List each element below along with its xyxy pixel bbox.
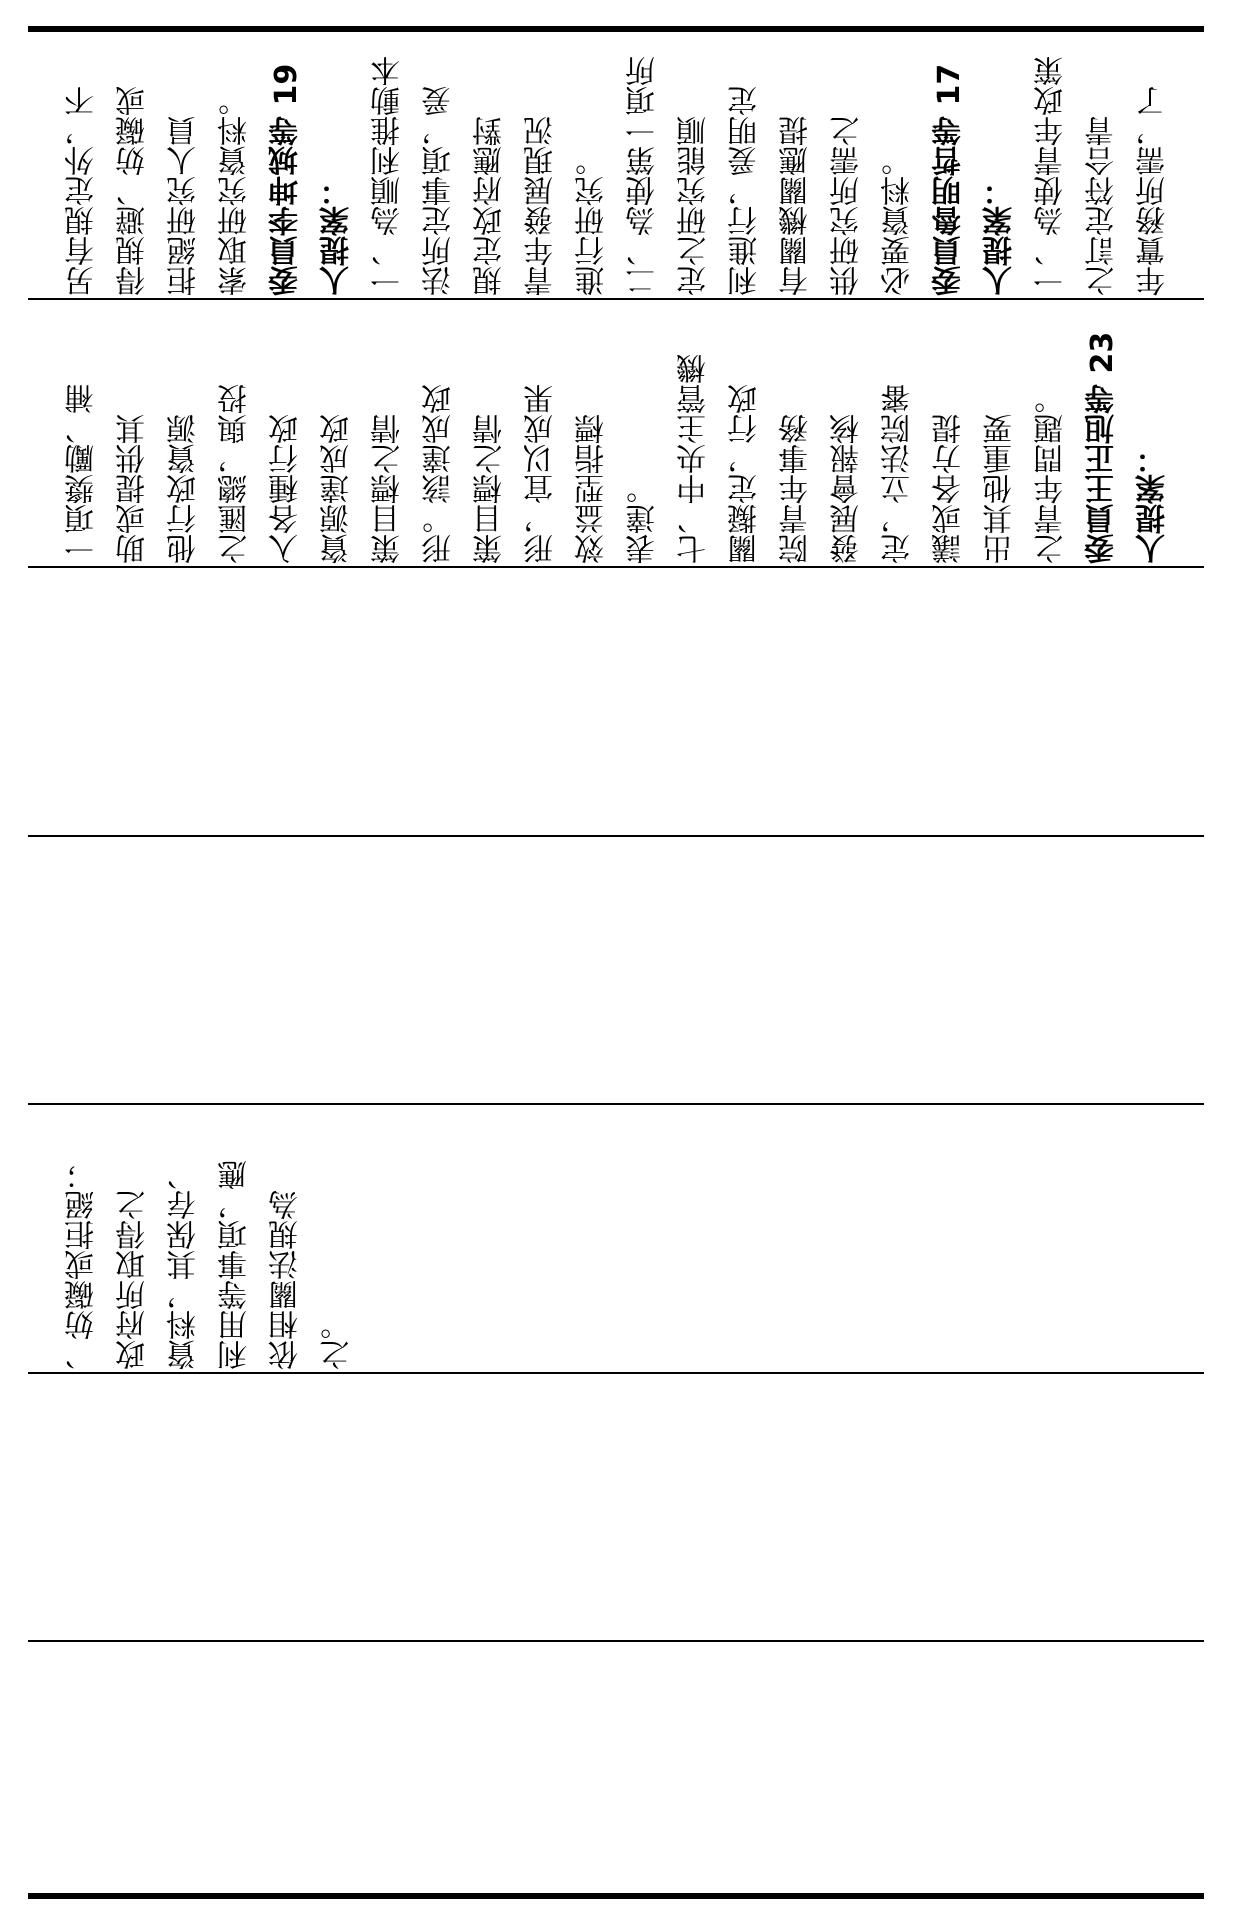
text-column: 七、中央主管機	[677, 354, 712, 564]
table-row	[28, 843, 1204, 1101]
text-column: 之訂定符合青	[1085, 116, 1120, 296]
text-column: 法所定事項，爰	[422, 86, 457, 296]
text-column: 之青年問題。	[1034, 384, 1069, 564]
text-column: 議或各方提	[932, 414, 967, 564]
text-column: 一、為順利推動本	[371, 56, 406, 296]
row-separator	[28, 835, 1204, 837]
text-column: 院青年事務	[779, 414, 814, 564]
text-column: 入各種行政	[269, 414, 304, 564]
text-column: 策目標之情	[371, 414, 406, 564]
text-column: 策目標之情	[473, 414, 508, 564]
text-column: 拒絕研究人員	[167, 116, 202, 296]
text-column: 必要資料。	[881, 146, 916, 296]
text-column: 二、為使第一項所	[626, 56, 661, 296]
proposer-heading: 人提案：	[320, 176, 355, 296]
table-row	[28, 306, 1204, 564]
text-column: 、妨礙或拒絕；	[65, 1160, 100, 1370]
text-column: 供研究所需之	[830, 116, 865, 296]
text-column: 效益型指標	[575, 414, 610, 564]
text-column: 進行研究。	[575, 146, 610, 296]
text-column: 他行政資源	[167, 414, 202, 564]
text-column: 利進行，爰明定	[728, 86, 763, 296]
row-separator	[28, 1640, 1204, 1642]
text-column: 關擬定，行政	[728, 384, 763, 564]
text-column: 規定政府應對	[473, 116, 508, 296]
text-column: 索取研究資料。	[218, 86, 253, 296]
text-column: 定之研究能順	[677, 116, 712, 296]
text-column: 表達。	[626, 474, 661, 564]
text-column: 政府所取得之	[116, 1190, 151, 1370]
text-column: 定，立法院審	[881, 384, 916, 564]
row-separator	[28, 1372, 1204, 1374]
table-row	[28, 1648, 1204, 1889]
proposer-heading: 委員李坤城等 19	[269, 63, 304, 296]
table-top-border	[28, 26, 1204, 32]
row-separator	[28, 298, 1204, 300]
row-separator	[28, 566, 1204, 568]
table-bottom-border	[28, 1893, 1204, 1899]
text-column: 助或提供其	[116, 414, 151, 564]
text-column: 之。	[320, 1310, 355, 1370]
table-row	[28, 38, 1204, 296]
text-column: 年實務所需，了	[1136, 86, 1171, 296]
text-column: 另有規定外，不	[65, 86, 100, 296]
text-column: 形，宜以成果	[524, 384, 559, 564]
text-column: 資料，其保存、	[167, 1160, 202, 1370]
text-column: 形。該達成政	[422, 384, 457, 564]
proposer-heading: 委員王正旭等 23	[1085, 331, 1120, 564]
text-column: 青年發展現況	[524, 116, 559, 296]
text-column: 出其他重要	[983, 414, 1018, 564]
text-column: 一、為使青年政策	[1034, 56, 1069, 296]
text-column: 之匯總，與投	[218, 384, 253, 564]
text-column: 一項獎勵、補	[65, 384, 100, 564]
text-column: 有關機關應提	[779, 116, 814, 296]
table-row	[28, 1380, 1204, 1638]
row-separator	[28, 1103, 1204, 1105]
text-column: 依相關法規為	[269, 1190, 304, 1370]
text-column: 得規避、妨礙或	[116, 86, 151, 296]
table-row	[28, 574, 1204, 833]
table-row	[28, 1111, 1204, 1370]
text-column: 發展會報核	[830, 414, 865, 564]
text-column: 利用等事項，應	[218, 1160, 253, 1370]
proposer-heading: 委員魯明哲等 17	[932, 63, 967, 296]
text-column: 資源達成政	[320, 414, 355, 564]
proposer-heading: 人提案：	[983, 176, 1018, 296]
proposer-heading: 人提案：	[1136, 444, 1171, 564]
